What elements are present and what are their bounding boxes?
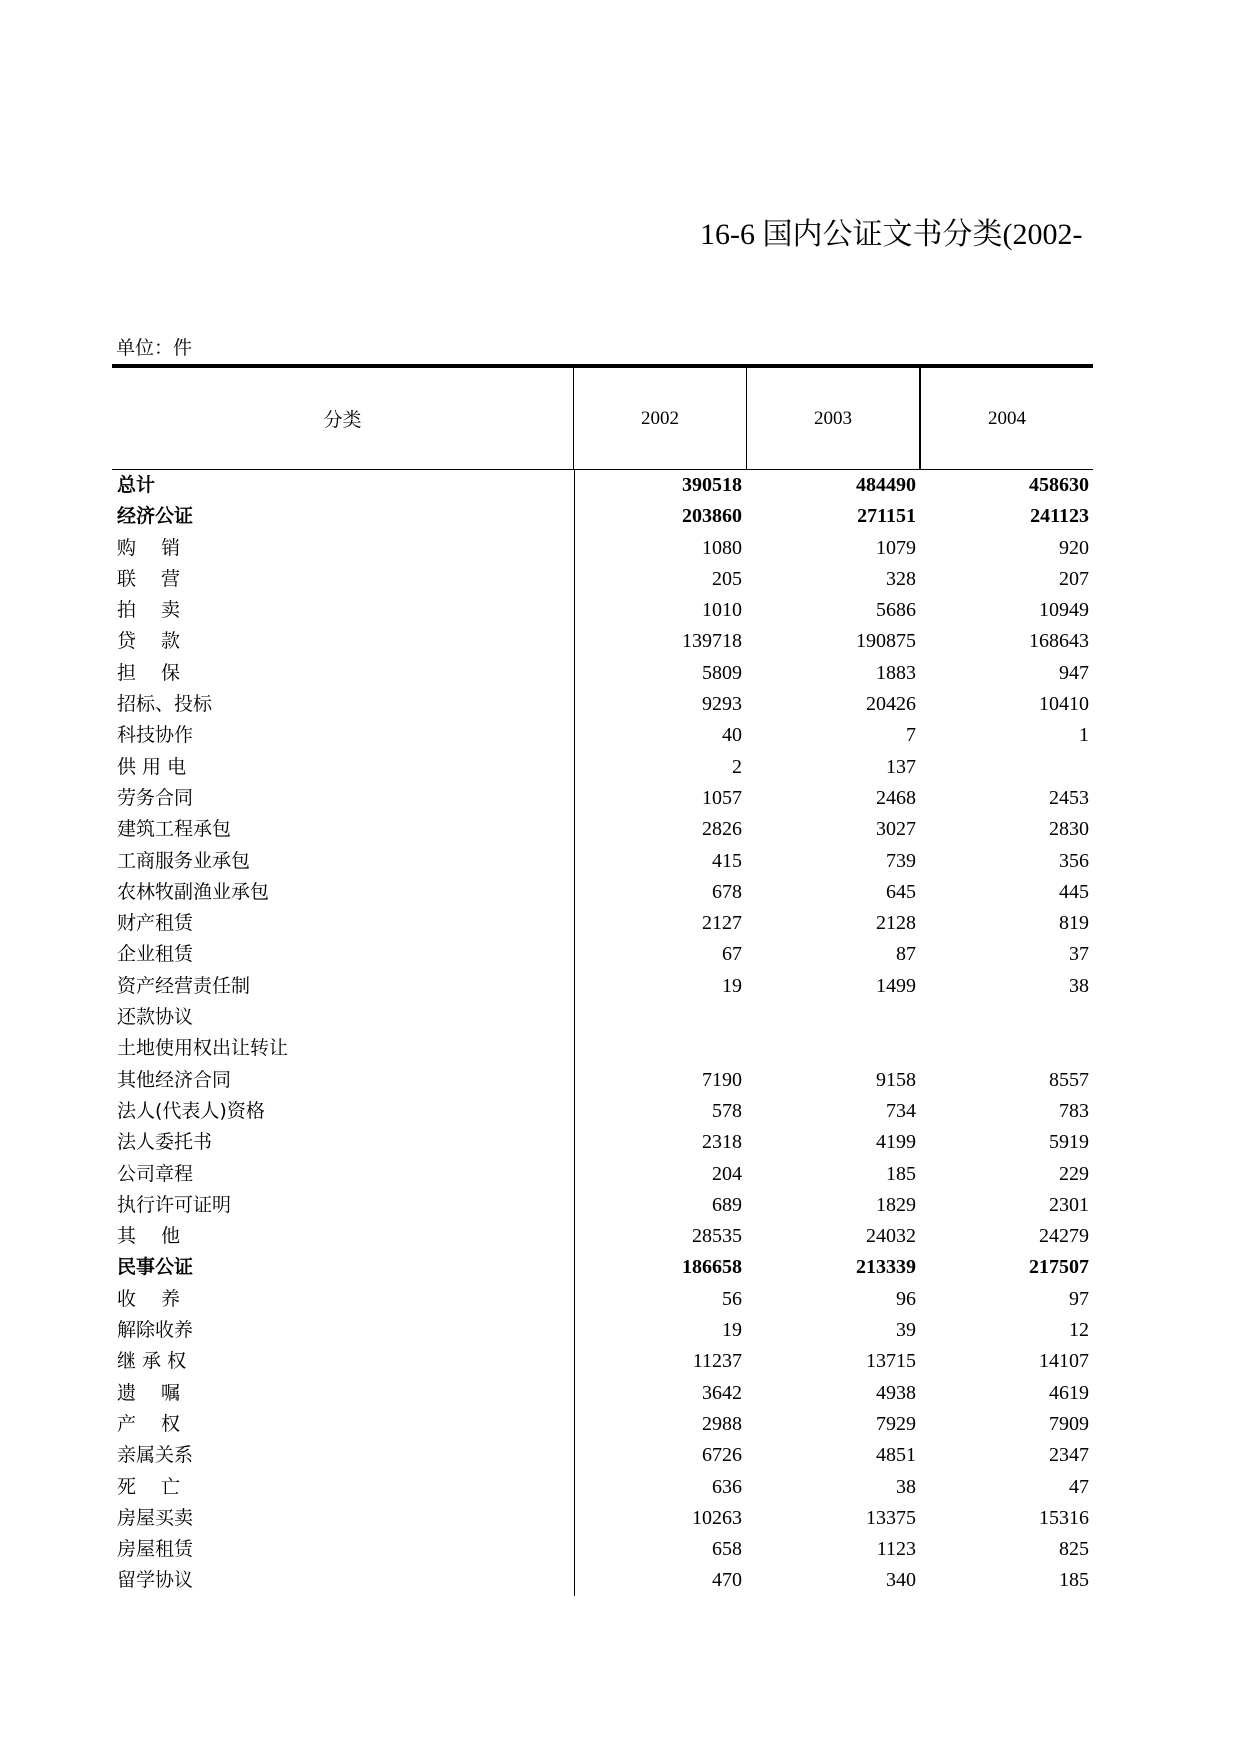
table-row [112,877,1093,908]
row-value-2003: 213339 [856,1256,916,1279]
row-value-2002: 636 [712,1475,742,1498]
row-category: 总计 [117,474,156,496]
row-category: 法人委托书 [117,1131,213,1154]
table-row [112,1096,1093,1127]
row-value-2002: 11237 [692,1350,742,1373]
row-value-2004: 10410 [1039,693,1089,716]
row-value-2002: 2988 [702,1412,742,1435]
table-row [112,658,1093,689]
table-row [112,1315,1093,1346]
table-row [112,1190,1093,1221]
row-value-2003: 87 [896,943,916,966]
table-row [112,1534,1093,1565]
row-category: 房屋买卖 [117,1506,194,1529]
row-value-2003: 13375 [866,1506,916,1529]
table-body [112,470,1093,1597]
row-value-2004: 217507 [1029,1256,1089,1279]
row-value-2004: 4619 [1049,1381,1089,1404]
table-row [112,814,1093,845]
row-value-2004: 8557 [1049,1068,1089,1091]
table-row [112,908,1093,939]
row-value-2004: 37 [1069,943,1089,966]
row-value-2003: 340 [886,1569,916,1592]
row-value-2002: 3642 [702,1381,742,1404]
table-row [112,1252,1093,1283]
table-row [112,1002,1093,1033]
row-category: 死 亡 [117,1475,181,1498]
header-category: 分类 [112,368,574,469]
row-category: 拍 卖 [117,599,181,622]
row-value-2004: 24279 [1039,1225,1089,1248]
row-value-2003: 137 [886,755,916,778]
row-category: 经济公证 [117,505,194,528]
row-value-2003: 38 [896,1475,916,1498]
header-year-2003: 2003 [747,368,921,469]
row-value-2003: 96 [896,1287,916,1310]
row-value-2002: 7190 [702,1068,742,1091]
table-row [112,1409,1093,1440]
row-category: 执行许可证明 [117,1193,232,1216]
table-row [112,752,1093,783]
row-category: 其他经济合同 [117,1068,232,1091]
row-value-2004: 10949 [1039,599,1089,622]
table-row [112,1472,1093,1503]
row-value-2003: 13715 [866,1350,916,1373]
table-row [112,971,1093,1002]
row-value-2004: 168643 [1029,630,1089,653]
row-value-2004: 14107 [1039,1350,1089,1373]
row-value-2003: 734 [886,1099,916,1122]
row-value-2003: 1123 [876,1538,916,1561]
row-value-2002: 40 [722,724,742,747]
row-value-2003: 7 [906,724,916,747]
row-category: 农林牧副渔业承包 [117,880,270,903]
row-value-2002: 28535 [692,1225,742,1248]
row-value-2004: 783 [1059,1099,1089,1122]
row-category: 财产租赁 [117,912,194,935]
table-row [112,783,1093,814]
row-category: 房屋租赁 [117,1538,194,1561]
row-value-2004: 7909 [1049,1412,1089,1435]
table-row [112,626,1093,657]
row-value-2002: 2 [732,755,742,778]
row-category: 资产经营责任制 [117,974,251,997]
row-category: 产 权 [117,1412,181,1435]
row-value-2002: 578 [712,1099,742,1122]
row-value-2004: 458630 [1029,474,1089,496]
row-value-2002: 2318 [702,1131,742,1154]
row-value-2004: 2347 [1049,1444,1089,1467]
header-year-2004: 2004 [988,407,1026,429]
row-value-2003: 3027 [876,818,916,841]
row-value-2003: 24032 [866,1225,916,1248]
row-value-2003: 4199 [876,1131,916,1154]
row-value-2004: 2301 [1049,1193,1089,1216]
row-value-2004: 947 [1059,661,1089,684]
row-value-2002: 1080 [702,536,742,559]
row-category: 民事公证 [117,1256,194,1279]
row-value-2003: 645 [886,880,916,903]
row-value-2004: 819 [1059,912,1089,935]
row-value-2004: 185 [1059,1569,1089,1592]
row-value-2004: 356 [1059,849,1089,872]
row-value-2004: 15316 [1039,1506,1089,1529]
row-value-2002: 205 [712,567,742,590]
row-category: 建筑工程承包 [117,818,232,841]
table-row [112,1033,1093,1064]
row-value-2004: 825 [1059,1538,1089,1561]
row-value-2002: 10263 [692,1506,742,1529]
row-category: 继 承 权 [117,1350,187,1373]
row-value-2004: 5919 [1049,1131,1089,1154]
row-value-2003: 4851 [876,1444,916,1467]
row-value-2002: 1010 [702,599,742,622]
row-value-2003: 39 [896,1319,916,1342]
row-value-2004: 920 [1059,536,1089,559]
row-value-2003: 20426 [866,693,916,716]
table-row [112,1565,1093,1596]
row-value-2002: 204 [712,1162,742,1185]
table-row [112,1284,1093,1315]
row-value-2004: 207 [1059,567,1089,590]
row-value-2002: 6726 [702,1444,742,1467]
table-row [112,720,1093,751]
row-value-2002: 415 [712,849,742,872]
page-title: 16-6 国内公证文书分类(2002- [700,218,1083,251]
row-value-2002: 9293 [702,693,742,716]
table-row [112,939,1093,970]
row-value-2003: 1079 [876,536,916,559]
row-value-2003: 1829 [876,1193,916,1216]
row-category: 收 养 [117,1287,181,1310]
row-category: 解除收养 [117,1319,194,1342]
row-value-2002: 470 [712,1569,742,1592]
row-value-2003: 484490 [856,474,916,496]
row-value-2004: 241123 [1030,505,1089,528]
row-value-2002: 67 [722,943,742,966]
row-value-2004: 445 [1059,880,1089,903]
table-row [112,1378,1093,1409]
header-year-2002: 2002 [574,368,747,469]
row-value-2003: 2128 [876,912,916,935]
row-value-2004: 12 [1069,1319,1089,1342]
row-category: 法人(代表人)资格 [117,1099,265,1122]
row-category: 供 用 电 [117,755,187,778]
row-category: 土地使用权出让转让 [117,1037,289,1060]
row-value-2004: 2453 [1049,786,1089,809]
row-value-2002: 186658 [682,1256,742,1279]
row-category: 企业租赁 [117,943,194,966]
row-value-2003: 271151 [857,505,916,528]
row-value-2002: 2127 [702,912,742,935]
row-category: 贷 款 [117,630,181,653]
row-value-2004: 2830 [1049,818,1089,841]
table-header [112,368,1093,470]
row-value-2002: 19 [722,974,742,997]
table-row [112,564,1093,595]
row-value-2004: 97 [1069,1287,1089,1310]
row-value-2002: 139718 [682,630,742,653]
table-row [112,846,1093,877]
row-value-2003: 190875 [856,630,916,653]
row-value-2002: 203860 [682,505,742,528]
row-category: 购 销 [117,536,181,559]
row-category: 其 他 [117,1225,181,1248]
row-value-2004: 229 [1059,1162,1089,1185]
table-row [112,1127,1093,1158]
row-category: 遗 嘱 [117,1381,181,1404]
row-value-2004: 1 [1079,724,1089,747]
row-value-2003: 4938 [876,1381,916,1404]
row-category: 工商服务业承包 [117,849,251,872]
table-row [112,595,1093,626]
row-category: 联 营 [117,567,181,590]
row-value-2002: 390518 [682,474,742,496]
table-row [112,501,1093,532]
row-value-2003: 1883 [876,661,916,684]
row-value-2003: 328 [886,567,916,590]
table-row [112,1440,1093,1471]
row-value-2004: 47 [1069,1475,1089,1498]
row-value-2003: 7929 [876,1412,916,1435]
row-value-2003: 9158 [876,1068,916,1091]
table-row [112,1346,1093,1377]
unit-label: 单位：件 [116,337,193,359]
table-row [112,1065,1093,1096]
table-row [112,1503,1093,1534]
row-category: 招标、投标 [117,693,213,716]
table-row [112,1221,1093,1252]
row-category: 留学协议 [117,1569,194,1592]
row-category: 科技协作 [117,724,194,747]
row-value-2003: 739 [886,849,916,872]
table-row [112,1159,1093,1190]
row-value-2004: 38 [1069,974,1089,997]
row-value-2002: 2826 [702,818,742,841]
row-value-2003: 2468 [876,786,916,809]
row-value-2003: 1499 [876,974,916,997]
row-category: 亲属关系 [117,1444,194,1467]
row-value-2002: 658 [712,1538,742,1561]
row-value-2002: 5809 [702,661,742,684]
row-category: 劳务合同 [117,786,194,809]
row-value-2002: 56 [722,1287,742,1310]
row-value-2002: 19 [722,1319,742,1342]
row-value-2003: 185 [886,1162,916,1185]
row-value-2002: 1057 [702,786,742,809]
row-value-2002: 678 [712,880,742,903]
row-value-2002: 689 [712,1193,742,1216]
table-row [112,533,1093,564]
row-category: 担 保 [117,661,181,684]
table-row [112,689,1093,720]
table-row [112,470,1093,501]
row-category: 还款协议 [117,1006,194,1029]
row-value-2003: 5686 [876,599,916,622]
row-category: 公司章程 [117,1162,194,1185]
